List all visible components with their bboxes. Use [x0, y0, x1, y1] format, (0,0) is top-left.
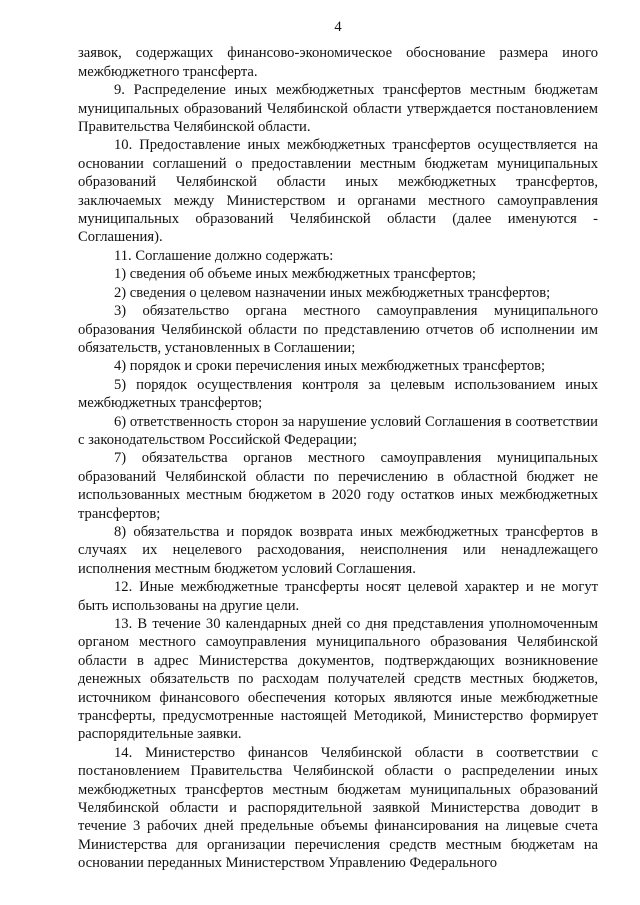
paragraph: заявок, содержащих финансово-экономическое обоснование размера иного межбюджетного трансферта.	[78, 45, 598, 80]
paragraph: 13. В течение 30 календарных дней со дня представления уполномоченным органом местного самоуправления муниципального образования Челябинской области в адрес Министерства документов, подтверждающих возникновение денежных обязательств по расходам получателей средств местных бюджетов, источником финансового обеспечения которых являются иные межбюджетные трансферты, предусмотренные настоящей Методикой, Министерство формирует распорядительные заявки.	[78, 616, 598, 743]
paragraph: 5) порядок осуществления контроля за целевым использованием иных межбюджетных трансфертов;	[78, 376, 598, 412]
paragraph: 4) порядок и сроки перечисления иных межбюджетных трансфертов;	[114, 358, 546, 375]
paragraph: 12. Иные межбюджетные трансферты носят целевой характер и не могут быть использованы на другие цели.	[78, 579, 598, 614]
document-body	[78, 44, 598, 872]
paragraph: 14. Министерство финансов Челябинской области в соответствии с постановлением Правительства Челябинской области о распределении иных межбюджетных трансфертов местным бюджетам муниципальных образований Челябинской области и распорядительной заявкой Министерства доводит в течение 3 рабочих дней предельные объемы финансирования на лицевые счета Министерства для организации перечисления средств местным бюджетам на основании переданных Министерством Управлению Федерального	[78, 744, 598, 872]
paragraph: 7) обязательства органов местного самоуправления муниципальных образований Челябинской области по перечислению в областной бюджет не использованных местным бюджетом в 2020 году остатков иных межбюджетных трансфертов;	[78, 450, 598, 522]
paragraph: 10. Предоставление иных межбюджетных трансфертов осуществляется на основании соглашений о предоставлении местным бюджетам муниципальных образований Челябинской области иных межбюджетных трансфертов, заключаемых между Министерством и органами местного самоуправления муниципальных образований Челябинской области (далее именуются - Соглашения).	[78, 137, 598, 246]
paragraph: 3) обязательство органа местного самоуправления муниципального образования Челябинской области по представлению отчетов об исполнении им обязательств, установленных в Соглашении;	[78, 303, 598, 356]
paragraph: 11. Соглашение должно содержать:	[114, 247, 334, 264]
paragraph: 8) обязательства и порядок возврата иных межбюджетных трансфертов в случаях их нецелевого расходования, неисполнения или ненадлежащего исполнения местным бюджетом условий Соглашения.	[78, 523, 598, 577]
paragraph: 9. Распределение иных межбюджетных трансфертов местным бюджетам муниципальных образований Челябинской области утверждается постановлением Правительства Челябинской области.	[78, 82, 598, 136]
page-number: 4	[334, 19, 342, 35]
paragraph: 2) сведения о целевом назначении иных межбюджетных трансфертов;	[114, 284, 551, 301]
paragraph: 1) сведения об объеме иных межбюджетных трансфертов;	[114, 266, 476, 283]
paragraph: 6) ответственность сторон за нарушение условий Соглашения в соответствии с законодательством Российской Федерации;	[78, 413, 598, 448]
